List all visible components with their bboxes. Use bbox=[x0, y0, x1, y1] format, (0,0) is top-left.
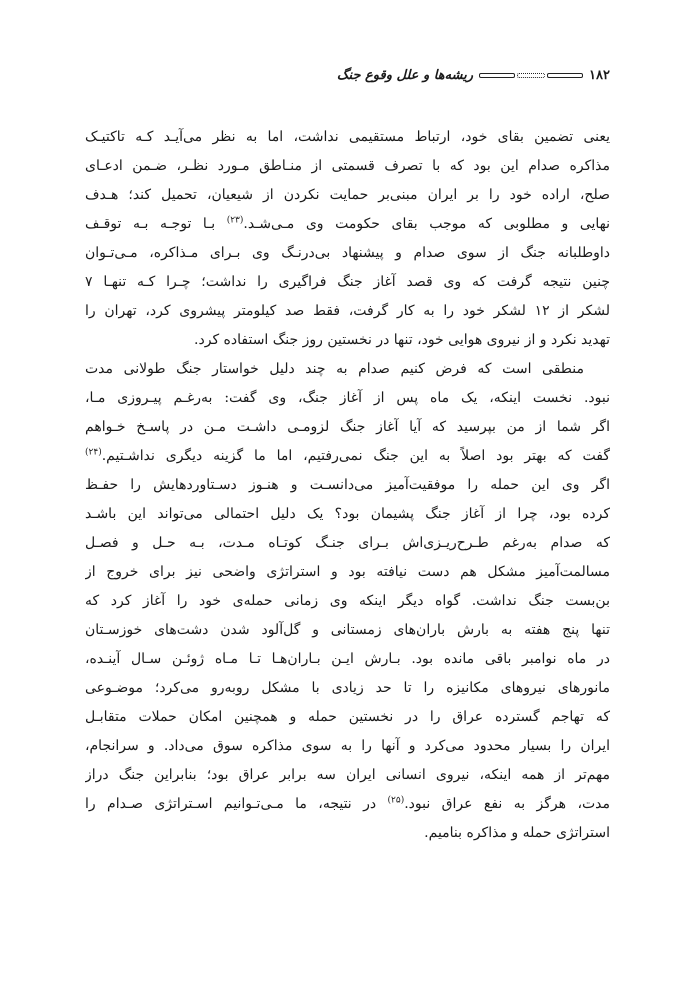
ornament-bar-dotted bbox=[517, 73, 545, 78]
text-line bbox=[85, 587, 610, 616]
text-line bbox=[85, 384, 610, 413]
running-title: ریشه‌ها و علل وقوع جنگ bbox=[336, 67, 474, 83]
line-text: ایران را بسیار محدود می‌کرد و آنها را به سوی مذاکره سوق می‌داد. و سرانجام، bbox=[85, 738, 610, 754]
text-line bbox=[85, 674, 610, 703]
line-text: یعنی تضمین بقای خود، ارتباط مستقیمی نداشت، اما به نظر می‌آیـد کـه تاکتیـک bbox=[85, 129, 610, 145]
header-ornament bbox=[479, 73, 583, 78]
line-text: نبود. نخست اینکه، یک ماه پس از آغاز جنگ، وی گفت: به‌رغـم پیـروزی مـا، bbox=[85, 390, 610, 406]
line-text: منطقی است که فرض کنیم صدام به چند دلیل خواستار جنگ طولانی مدت bbox=[85, 361, 584, 377]
ornament-bar bbox=[479, 73, 515, 78]
text-line bbox=[85, 442, 610, 471]
line-text: لشکر از ۱۲ لشکر خود را به کار گرفت، فقط صد کیلومتر پیشروی کرد، تهران را bbox=[85, 303, 610, 319]
text-line bbox=[85, 123, 610, 152]
ornament-bar bbox=[547, 73, 583, 78]
line-text-tail: بـا توجـه بـه توقـف bbox=[85, 216, 227, 232]
body-text bbox=[85, 123, 610, 848]
line-text: مذاکره صدام این بود که با تصرف قسمتی از منـاطق مـورد نظـر، ضـمن ادعـای bbox=[85, 158, 610, 174]
line-text: اگر شما از من بپرسید که آیا آغاز جنگ لزومـی داشـت مـن در پاسـخ خـواهم bbox=[85, 419, 610, 435]
text-line bbox=[85, 413, 610, 442]
footnote-marker: (۲۵) bbox=[387, 795, 405, 806]
line-text: کرده بود، چرا از آغاز جنگ پشیمان بود؟ یک دلیل احتمالی می‌تواند این باشـد bbox=[85, 506, 610, 522]
line-text: اگر وی این حمله را موفقیت‌آمیز می‌دانسـت و هنـوز دسـتاوردهایش را حفـظ bbox=[85, 477, 610, 493]
line-text: تنها پنج هفته به بارش باران‌های زمستانی و گل‌آلود شدن دشت‌های خوزسـتان bbox=[85, 622, 610, 638]
text-line bbox=[85, 210, 610, 239]
line-text: مسالمت‌آمیز مشکل هم دست نیافته بود و استراتژی واضحی نیز برای خروج از bbox=[85, 564, 610, 580]
page-number: ۱۸۲ bbox=[589, 67, 610, 83]
text-line bbox=[85, 819, 610, 848]
text-line bbox=[85, 790, 610, 819]
text-line bbox=[85, 761, 610, 790]
line-text: که صدام به‌رغم طـرح‌ریـزی‌اش بـرای جنـگ کوتـاه مـدت، بـه حـل و فصـل bbox=[85, 535, 610, 551]
text-line bbox=[85, 500, 610, 529]
running-header bbox=[280, 60, 610, 90]
text-line bbox=[85, 152, 610, 181]
text-line bbox=[85, 239, 610, 268]
line-text-tail: در نتیجه، ما مـی‌تـوانیم اسـتراتژی صـدام را bbox=[85, 796, 388, 812]
text-line bbox=[85, 703, 610, 732]
line-text: مدت، هرگز به نفع عراق نبود. bbox=[404, 796, 610, 812]
text-line bbox=[85, 616, 610, 645]
text-line bbox=[85, 355, 610, 384]
line-text: مهم‌تر از همه اینکه، نیروی انسانی ایران سه برابر عراق بود؛ بنابراین جنگ دراز bbox=[85, 767, 610, 783]
text-line bbox=[85, 268, 610, 297]
text-line bbox=[85, 529, 610, 558]
line-text: بن‌بست جنگ نداشت. گواه دیگر اینکه وی زمانی حمله‌ی خود را آغاز کرد که bbox=[85, 593, 610, 609]
text-line bbox=[85, 297, 610, 326]
line-text: تهدید نکرد و از نیروی هوایی خود، تنها در نخستین روز جنگ استفاده کرد. bbox=[194, 332, 610, 348]
line-text: گفت که بهتر بود اصلاً به این جنگ نمی‌رفتیم، اما ما گزینه دیگری نداشـتیم. bbox=[101, 448, 610, 464]
text-line bbox=[85, 645, 610, 674]
line-text: نهایی و مطلوبی که موجب بقای حکومت وی مـی‌شـد. bbox=[243, 216, 610, 232]
line-text: داوطلبانه جنگ از سوی صدام و پیشنهاد بی‌درنـگ وی بـرای مـذاکره، مـی‌تـوان bbox=[85, 245, 610, 261]
line-text: که تهاجم گسترده عراق را در نخستین حمله و همچنین امکان حملات متقابـل bbox=[85, 709, 610, 725]
text-line bbox=[85, 732, 610, 761]
line-text: مانورهای نیروهای مکانیزه را تا حد زیادی با مشکل روبه‌رو می‌کرد؛ موضـوعی bbox=[85, 680, 610, 696]
text-line bbox=[85, 471, 610, 500]
line-text: استراتژی حمله و مذاکره بنامیم. bbox=[424, 825, 610, 841]
footnote-marker: (۲۴) bbox=[85, 447, 102, 458]
footnote-marker: (۲۳) bbox=[226, 215, 244, 226]
text-line bbox=[85, 558, 610, 587]
text-line bbox=[85, 326, 610, 355]
line-text: چنین نتیجه گرفت که وی قصد آغاز جنگ فراگیری را نداشت؛ چـرا کـه تنهـا ۷ bbox=[85, 274, 610, 290]
line-text: در ماه نوامبر باقی مانده بود. بـارش ایـن بـاران‌هـا تـا مـاه ژوئـن سـال آینـده، bbox=[85, 651, 610, 667]
text-line bbox=[85, 181, 610, 210]
line-text: صلح، اراده خود را بر ایران مبنی‌بر حمایت نکردن از شیعیان، تحمیل کند؛ هـدف bbox=[85, 187, 610, 203]
